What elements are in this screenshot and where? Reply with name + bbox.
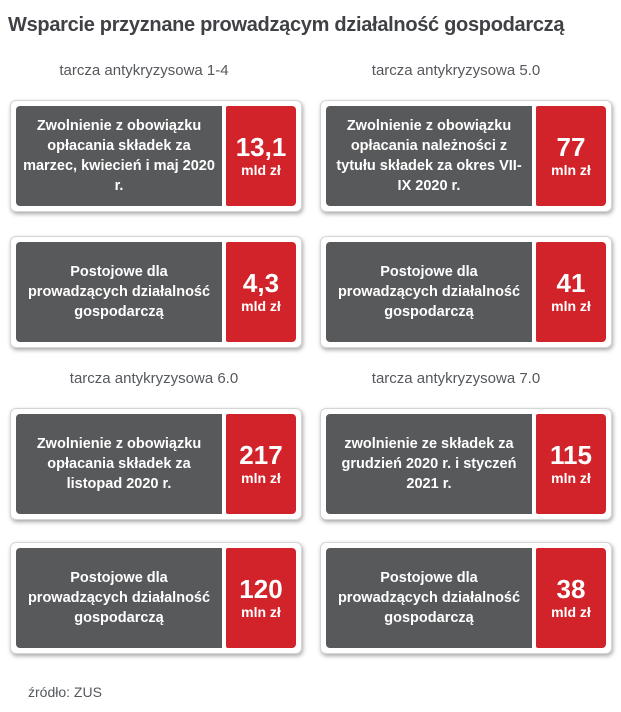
support-unit: mln zł (551, 162, 591, 178)
support-amount: 120 (239, 574, 283, 604)
support-unit: mln zł (551, 470, 591, 486)
support-value-box (536, 548, 606, 648)
support-value-box (226, 106, 296, 206)
support-unit: mld zł (241, 298, 281, 314)
support-unit: mln zł (551, 298, 591, 314)
support-card (10, 236, 302, 348)
support-value-box (536, 242, 606, 342)
support-unit: mln zł (241, 470, 281, 486)
support-description: Postojowe dla prowadzących działalność gospodarczą (326, 242, 532, 342)
source-note: źródło: ZUS (28, 684, 102, 700)
support-description: Postojowe dla prowadzących działalność gospodarczą (16, 548, 222, 648)
support-card (10, 542, 302, 654)
support-unit: mld zł (551, 604, 591, 620)
support-description: Zwolnienie z obowiązku opłacania składek za marzec, kwiecień i maj 2020 r. (16, 106, 222, 206)
support-description: zwolnienie ze składek za grudzień 2020 r. i styczeń 2021 r. (326, 414, 532, 514)
support-card (320, 100, 612, 212)
support-amount: 217 (239, 440, 283, 470)
support-amount: 41 (556, 268, 586, 298)
support-description: Postojowe dla prowadzących działalność gospodarczą (16, 242, 222, 342)
support-value-box (226, 414, 296, 514)
group-label-tarcza-1-4: tarcza antykryzysowa 1-4 (59, 62, 229, 79)
chart-title: Wsparcie przyznane prowadzącym działalność gospodarczą (8, 14, 565, 36)
support-amount: 77 (556, 132, 586, 162)
support-amount: 13,1 (235, 132, 287, 162)
support-unit: mln zł (241, 604, 281, 620)
group-label-tarcza-7: tarcza antykryzysowa 7.0 (371, 370, 541, 387)
group-label-tarcza-6: tarcza antykryzysowa 6.0 (69, 370, 239, 387)
support-value-box (536, 414, 606, 514)
support-amount: 115 (550, 440, 592, 470)
support-card (10, 408, 302, 520)
support-card (320, 236, 612, 348)
support-card (320, 408, 612, 520)
support-value-box (536, 106, 606, 206)
support-card (10, 100, 302, 212)
support-amount: 38 (556, 574, 586, 604)
support-description: Zwolnienie z obowiązku opłacania należności z tytułu składek za okres VII-IX 2020 r. (326, 106, 532, 206)
support-description: Zwolnienie z obowiązku opłacania składek za listopad 2020 r. (16, 414, 222, 514)
support-value-box (226, 548, 296, 648)
group-label-tarcza-5: tarcza antykryzysowa 5.0 (371, 62, 541, 79)
support-value-box (226, 242, 296, 342)
support-description: Postojowe dla prowadzących działalność gospodarczą (326, 548, 532, 648)
support-amount: 4,3 (242, 268, 280, 298)
support-card (320, 542, 612, 654)
support-unit: mld zł (241, 162, 281, 178)
